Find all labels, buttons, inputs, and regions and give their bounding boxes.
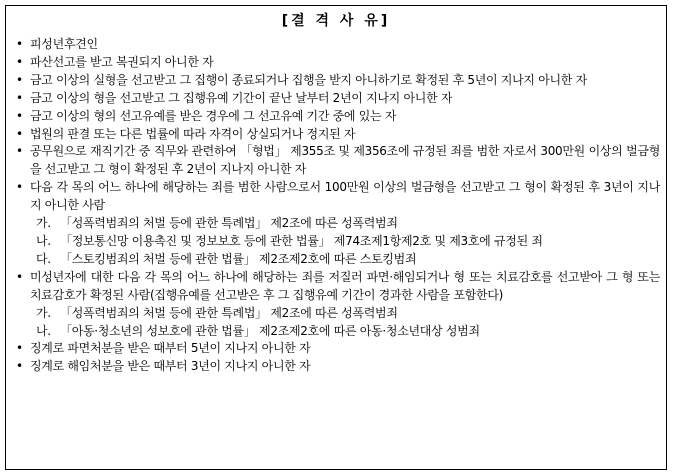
list-item xyxy=(14,179,660,215)
list-item xyxy=(14,36,660,54)
list-item xyxy=(14,108,660,126)
sub-item-text: 「아동·청소년의 성보호에 관한 법률」 제2조제2호에 따른 아동·청소년대상 성범죄 xyxy=(60,323,480,338)
sub-item-text: 「정보통신망 이용촉진 및 정보보호 등에 관한 법률」 제74조제1항제2호 및 제3호에 규정된 죄 xyxy=(60,233,543,248)
bullet-icon: • xyxy=(16,341,23,356)
sub-item-text: 「성폭력범죄의 처벌 등에 관한 특례법」 제2조에 따른 성폭력범죄 xyxy=(60,305,398,320)
bullet-icon: • xyxy=(16,180,23,195)
list-item xyxy=(14,72,660,90)
bullet-icon: • xyxy=(16,72,23,87)
list-item-text: 다음 각 목의 어느 하나에 해당하는 죄를 범한 사람으로서 100만원 이상의 벌금형을 선고받고 그 형이 확정된 후 3년이 지나지 아니한 사람 xyxy=(30,180,661,213)
list-item-text: 미성년자에 대한 다음 각 목의 어느 하나에 해당하는 죄를 저질러 파면·해임되거나 형 또는 치료감호를 선고받아 그 형 또는 치료감호가 확정된 사람(집행유예를 선고받은 후 그 집행유예 기간이 경과한 사람을 포함한다) xyxy=(30,269,660,302)
list-item-text: 법원의 판결 또는 다른 법률에 따라 자격이 상실되거나 정지된 자 xyxy=(30,126,356,141)
sub-item-text: 「스토킹범죄의 처벌 등에 관한 법률」 제2조제2호에 따른 스토킹범죄 xyxy=(60,251,417,266)
list-item-text: 징계로 해임처분을 받은 때부터 3년이 지나지 아니한 자 xyxy=(30,359,311,374)
sub-list-item xyxy=(14,305,660,323)
list-item xyxy=(14,340,660,358)
disqualification-list xyxy=(14,36,660,376)
sub-list-item xyxy=(14,323,660,341)
sub-item-text: 「성폭력범죄의 처벌 등에 관한 특례법」 제2조에 따른 성폭력범죄 xyxy=(60,216,398,231)
bullet-icon: • xyxy=(16,37,23,51)
sub-item-marker: 나. xyxy=(36,233,51,248)
sub-list-item xyxy=(14,251,660,269)
list-item-text: 금고 이상의 형의 선고유예를 받은 경우에 그 선고유예 기간 중에 있는 자 xyxy=(30,108,397,123)
list-item-text: 피성년후견인 xyxy=(30,37,98,51)
bullet-icon: • xyxy=(16,144,23,159)
sub-item-marker: 가. xyxy=(36,216,51,231)
list-item xyxy=(14,54,660,72)
list-item-text: 금고 이상의 실형을 선고받고 그 집행이 종료되거나 집행을 받지 아니하기로 확정된 후 5년이 지나지 아니한 자 xyxy=(30,72,587,87)
sub-item-marker: 나. xyxy=(36,323,51,338)
disqualification-box xyxy=(5,5,667,470)
list-item-text: 금고 이상의 형을 선고받고 그 집행유예 기간이 끝난 날부터 2년이 지나지 아니한 자 xyxy=(30,90,453,105)
bullet-icon: • xyxy=(16,54,23,69)
list-item xyxy=(14,269,660,305)
sub-item-marker: 다. xyxy=(36,251,51,266)
bullet-icon: • xyxy=(16,359,23,374)
sub-item-marker: 가. xyxy=(36,305,51,320)
list-item-text: 공무원으로 재직기간 중 직무와 관련하여 「형법」 제355조 및 제356조에 규정된 죄를 범한 자로서 300만원 이상의 벌금형을 선고받고 그 형이 확정된 후 2년이 지나지 아니한 자 xyxy=(30,144,660,177)
bullet-icon: • xyxy=(16,126,23,141)
list-item xyxy=(14,90,660,108)
sub-list-item xyxy=(14,215,660,233)
section-title: [결 격 사 유] xyxy=(281,13,391,29)
list-item-text: 징계로 파면처분을 받은 때부터 5년이 지나지 아니한 자 xyxy=(30,341,311,356)
list-item-text: 파산선고를 받고 복권되지 아니한 자 xyxy=(30,54,214,69)
bullet-icon: • xyxy=(16,108,23,123)
sub-list-item xyxy=(14,233,660,251)
list-item xyxy=(14,126,660,144)
bullet-icon: • xyxy=(16,269,23,284)
list-item xyxy=(14,358,660,376)
bullet-icon: • xyxy=(16,90,23,105)
list-item xyxy=(14,143,660,179)
